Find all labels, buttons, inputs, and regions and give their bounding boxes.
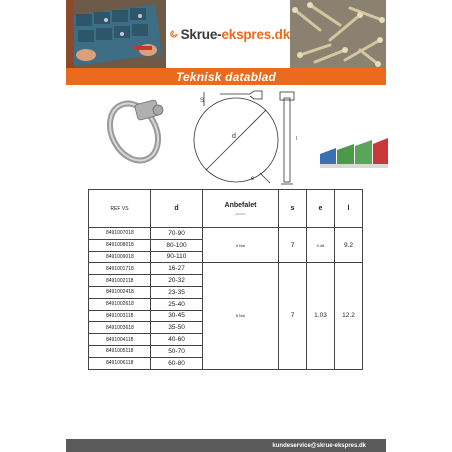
cell-ref: 8491005118	[89, 345, 151, 357]
cell-d: 23-35	[151, 286, 203, 298]
cell-anbefalet: 5 Nm	[203, 263, 279, 369]
cell-ref: 8491008018	[89, 239, 151, 251]
cell-ref: 8491003118	[89, 310, 151, 322]
tier-badges	[320, 138, 388, 168]
col-header-anbefalet-label: Anbefalet	[224, 201, 257, 209]
cell-ref: 8491006118	[89, 357, 151, 369]
table-header-row	[89, 190, 363, 228]
col-header-ref: REF VS	[89, 190, 151, 228]
col-header-d: d	[151, 190, 203, 228]
cell-ref: 8491002618	[89, 298, 151, 310]
page-title: Teknisk datablad	[175, 69, 277, 84]
logo-text-accent: ekspres.dk	[221, 26, 290, 42]
cell-ref: 8491003618	[89, 322, 151, 334]
cell-ref: 8491009018	[89, 251, 151, 263]
cell-e: 0.48	[307, 228, 335, 263]
cell-l: 9.2	[335, 228, 363, 263]
col-header-e: e	[307, 190, 335, 228]
table-row	[89, 263, 363, 275]
col-header-l: l	[335, 190, 363, 228]
cell-l: 12.2	[335, 263, 363, 369]
label-l: l	[296, 136, 298, 142]
cell-d: 25-40	[151, 298, 203, 310]
cell-d: 40-60	[151, 334, 203, 346]
cell-d: 70-90	[151, 228, 203, 240]
cell-ref: 8491002418	[89, 286, 151, 298]
technical-drawing	[194, 91, 294, 184]
col-header-anbefalet	[203, 190, 279, 228]
logo-icon	[170, 25, 178, 43]
spec-table	[88, 189, 363, 370]
label-d: d	[232, 133, 236, 140]
cell-anbefalet: 4 Nm	[203, 228, 279, 263]
cell-ref: 8491007018	[89, 228, 151, 240]
cell-d: 20-32	[151, 275, 203, 287]
logo-text-main: Skrue-	[180, 26, 222, 42]
footer-email-link[interactable]: kundeservice@skrue-ekspres.dk	[272, 442, 366, 449]
brand-logo[interactable]	[166, 0, 290, 68]
cell-s: 7	[279, 228, 307, 263]
cell-d: 30-45	[151, 310, 203, 322]
col-header-anbefalet-sub: Nm/Nm	[235, 211, 246, 216]
col-header-s: s	[279, 190, 307, 228]
table-row	[89, 228, 363, 240]
label-e: e	[251, 176, 255, 182]
label-s: S	[200, 98, 205, 104]
cell-e: 1.03	[307, 263, 335, 369]
logo-text	[181, 27, 290, 42]
hose-clamp-photo	[100, 95, 167, 169]
cell-d: 90-110	[151, 251, 203, 263]
cell-ref: 8491001718	[89, 263, 151, 275]
cell-d: 35-50	[151, 322, 203, 334]
header-photo-tools	[66, 0, 166, 68]
product-illustration	[100, 88, 400, 188]
cell-d: 50-70	[151, 345, 203, 357]
cell-ref: 8491004118	[89, 334, 151, 346]
cell-d: 16-27	[151, 263, 203, 275]
footer-bar	[66, 439, 386, 452]
header-photo-screws	[290, 0, 386, 68]
cell-s: 7	[279, 263, 307, 369]
cell-d: 80-100	[151, 239, 203, 251]
title-bar	[66, 68, 386, 85]
cell-ref: 8491002118	[89, 275, 151, 287]
cell-d: 60-80	[151, 357, 203, 369]
